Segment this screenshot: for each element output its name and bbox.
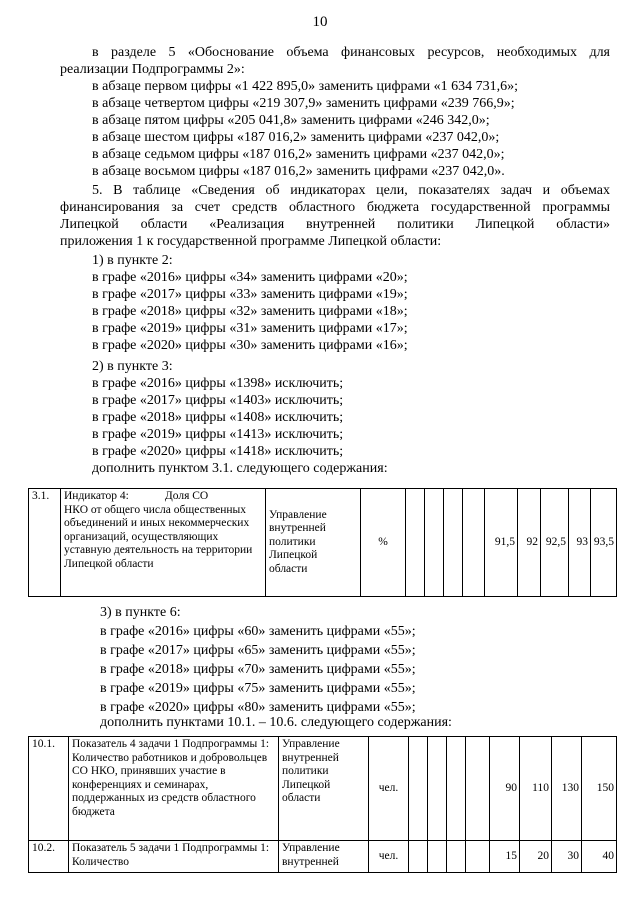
value-cell: 30 xyxy=(552,841,582,873)
value-cell xyxy=(466,737,490,841)
row-unit: чел. xyxy=(369,841,409,873)
indicator-table xyxy=(28,488,617,597)
row-name xyxy=(61,489,266,597)
sub2-item: в графе «2017» цифры «1403» исключить; xyxy=(92,393,344,408)
point5-line2: финансирования за счет средств областного бюджета государственной программы xyxy=(60,200,610,215)
table-row xyxy=(29,841,617,873)
value-cell xyxy=(409,841,428,873)
value-cell xyxy=(428,737,447,841)
value-cell xyxy=(447,737,466,841)
section-item: в абзаце пятом цифры «205 041,8» заменить цифрами «246 342,0»; xyxy=(92,113,490,128)
page-number: 10 xyxy=(312,14,328,30)
table-row xyxy=(29,737,617,841)
sub1-item: в графе «2018» цифры «32» заменить цифрами «18»; xyxy=(92,304,408,319)
sub2-item: в графе «2016» цифры «1398» исключить; xyxy=(92,376,344,391)
value-cell xyxy=(466,841,490,873)
sub2-item: в графе «2020» цифры «1418» исключить; xyxy=(92,444,344,459)
section-second-line: реализации Подпрограммы 2»: xyxy=(60,62,245,77)
sub2-add-line: дополнить пунктом 3.1. следующего содержания: xyxy=(92,461,388,476)
row-name-rest: НКО от общего числа общественных объединений и иных некоммерческих организаций, осуществляющих уставную деятельность на территории Липецкой области xyxy=(64,503,253,570)
value-cell xyxy=(463,489,485,597)
row-name: Показатель 5 задачи 1 Подпрограммы 1: Количество xyxy=(69,841,279,873)
row-number: 3.1. xyxy=(29,489,61,597)
row-number: 10.1. xyxy=(29,737,69,841)
row-name-part-a: Индикатор 4: xyxy=(64,490,129,502)
row-executor: Управление внутренней политики Липецкой области xyxy=(279,737,369,841)
sub2-item: в графе «2019» цифры «1413» исключить; xyxy=(92,427,344,442)
point5-line3: Липецкой области «Реализация внутренней политики Липецкой области» xyxy=(60,217,610,232)
section-item: в абзаце седьмом цифры «187 016,2» заменить цифрами «237 042,0»; xyxy=(92,147,505,162)
table-row xyxy=(29,489,617,597)
value-cell: 91,5 xyxy=(485,489,518,597)
value-cell xyxy=(447,841,466,873)
sub1-title: 1) в пункте 2: xyxy=(92,253,173,268)
section-item: в абзаце четвертом цифры «219 307,9» заменить цифрами «239 766,9»; xyxy=(92,96,515,111)
value-cell: 20 xyxy=(520,841,552,873)
value-cell: 150 xyxy=(582,737,617,841)
section-item: в абзаце восьмом цифры «187 016,2» заменить цифрами «237 042,0». xyxy=(92,164,505,179)
sub1-item: в графе «2020» цифры «30» заменить цифрами «16»; xyxy=(92,338,408,353)
value-cell: 92 xyxy=(518,489,541,597)
section-item: в абзаце шестом цифры «187 016,2» заменить цифрами «237 042,0»; xyxy=(92,130,500,145)
value-cell: 92,5 xyxy=(541,489,569,597)
point5-line4: приложения 1 к государственной программе Липецкой области: xyxy=(60,234,442,249)
sub1-item: в графе «2017» цифры «33» заменить цифрами «19»; xyxy=(92,287,408,302)
value-cell: 15 xyxy=(490,841,520,873)
section-first-line: в разделе 5 «Обоснование объема финансовых ресурсов, необходимых для xyxy=(92,45,610,60)
sub3-item: в графе «2019» цифры «75» заменить цифрами «55»; xyxy=(100,681,416,696)
section-item: в абзаце первом цифры «1 422 895,0» заменить цифрами «1 634 731,6»; xyxy=(92,79,518,94)
sub3-item: в графе «2020» цифры «80» заменить цифрами «55»; xyxy=(100,700,416,715)
sub1-item: в графе «2019» цифры «31» заменить цифрами «17»; xyxy=(92,321,408,336)
value-cell: 93,5 xyxy=(591,489,617,597)
sub2-title: 2) в пункте 3: xyxy=(92,359,173,374)
row-name: Показатель 4 задачи 1 Подпрограммы 1: Количество работников и добровольцев СО НКО, принявших участие в конференциях и семинарах, поддержанных из средств областного бюджета xyxy=(69,737,279,841)
value-cell xyxy=(444,489,463,597)
row-unit: чел. xyxy=(369,737,409,841)
sub2-item: в графе «2018» цифры «1408» исключить; xyxy=(92,410,344,425)
value-cell: 93 xyxy=(569,489,591,597)
sub3-item: в графе «2017» цифры «65» заменить цифрами «55»; xyxy=(100,643,416,658)
row-executor: Управление внутренней политики Липецкой области xyxy=(266,489,361,597)
value-cell xyxy=(406,489,425,597)
sub3-add-line: дополнить пунктами 10.1. – 10.6. следующего содержания: xyxy=(100,715,452,730)
value-cell: 130 xyxy=(552,737,582,841)
value-cell: 40 xyxy=(582,841,617,873)
value-cell xyxy=(425,489,444,597)
row-unit: % xyxy=(361,489,406,597)
point5-line1: 5. В таблице «Сведения об индикаторах цели, показателях задач и объемах xyxy=(92,183,610,198)
value-cell: 110 xyxy=(520,737,552,841)
value-cell xyxy=(428,841,447,873)
row-executor: Управление внутренней xyxy=(279,841,369,873)
sub3-item: в графе «2018» цифры «70» заменить цифрами «55»; xyxy=(100,662,416,677)
value-cell: 90 xyxy=(490,737,520,841)
indicator-table-2 xyxy=(28,736,617,873)
value-cell xyxy=(409,737,428,841)
sub3-item: в графе «2016» цифры «60» заменить цифрами «55»; xyxy=(100,624,416,639)
sub1-item: в графе «2016» цифры «34» заменить цифрами «20»; xyxy=(92,270,408,285)
sub3-title: 3) в пункте 6: xyxy=(100,605,181,620)
row-name-part-b: Доля СО xyxy=(164,490,209,502)
row-number: 10.2. xyxy=(29,841,69,873)
